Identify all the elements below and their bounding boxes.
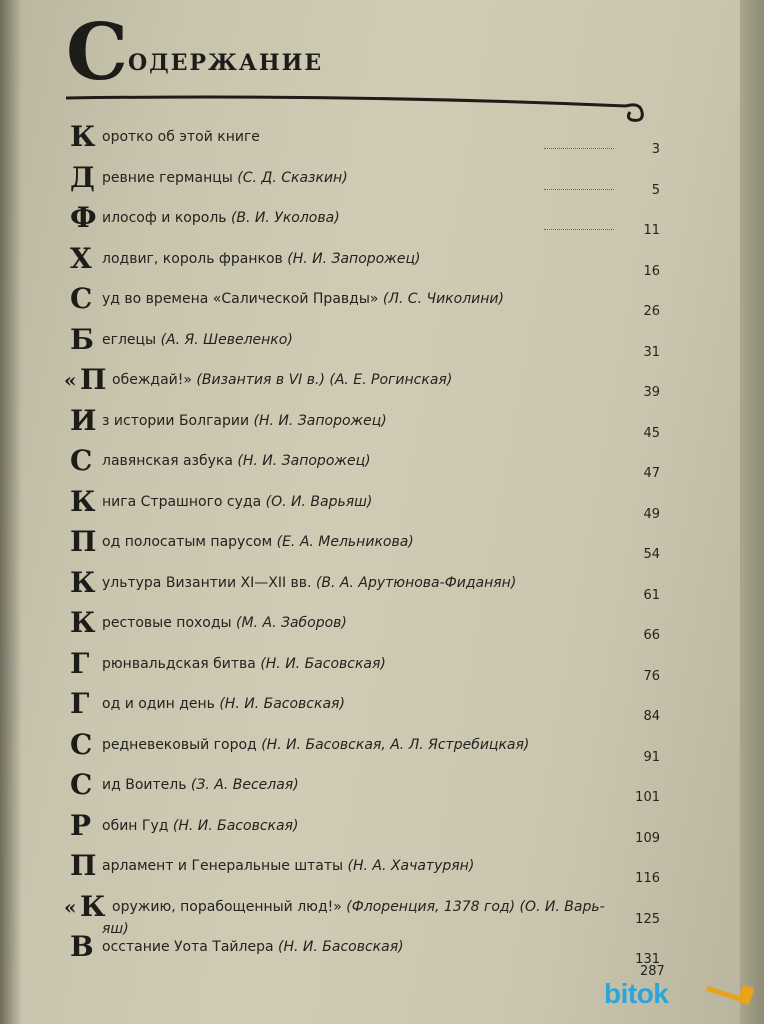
- entry-initial: И: [70, 403, 97, 437]
- entry-initial: К: [70, 120, 96, 153]
- entry-author: (С. Д. Сказкин): [237, 169, 348, 186]
- entry-initial: В: [70, 930, 94, 963]
- entry-initial: Х: [70, 241, 92, 275]
- entry-initial: С: [70, 444, 93, 477]
- watermark-logo: [604, 974, 754, 1014]
- entry-page-number: 39: [643, 385, 660, 400]
- entry-initial: Г: [70, 646, 90, 680]
- entry-title: [102, 573, 622, 593]
- table-of-contents: [64, 120, 664, 980]
- entry-author: (Н. И. Запорожец): [287, 250, 421, 267]
- entry-initial: Г: [70, 687, 90, 720]
- entry-author: (Флоренция, 1378 год) (О. И. Варь-: [346, 898, 605, 915]
- entry-title: [102, 532, 622, 552]
- toc-entry: [64, 930, 664, 970]
- entry-author: (Н. И. Запорожец): [253, 412, 387, 429]
- entry-title-text: редневековый город: [102, 736, 262, 753]
- entry-author: (А. Я. Шевеленко): [160, 331, 293, 348]
- entry-initial: Б: [70, 322, 94, 356]
- toc-entry: [64, 485, 664, 525]
- toc-entry: [64, 242, 664, 282]
- entry-opening-quote: «: [64, 368, 77, 392]
- entry-title-text: ревние германцы: [102, 169, 238, 186]
- entry-initial: К: [70, 606, 96, 639]
- entry-page-number: 125: [635, 911, 660, 927]
- page-edge: [740, 0, 764, 1024]
- toc-entry: [64, 728, 664, 768]
- entry-title-text: рестовые походы: [102, 615, 237, 631]
- entry-title-text: обеждай!»: [112, 372, 197, 388]
- leader-dots: [544, 188, 614, 190]
- entry-title: [102, 613, 622, 633]
- entry-title: [102, 937, 622, 957]
- entry-initial: К: [80, 889, 106, 923]
- entry-title: [102, 249, 622, 269]
- entry-page-number: 131: [635, 952, 660, 967]
- entry-page-number: 5: [651, 182, 660, 198]
- entry-author-continuation: яш): [102, 920, 129, 937]
- entry-page-number: 101: [635, 790, 660, 805]
- toc-entry: [64, 687, 664, 727]
- entry-title: [102, 775, 622, 795]
- entry-author: (Е. А. Мельникова): [276, 534, 414, 550]
- entry-page-number: 26: [643, 304, 660, 319]
- toc-entry: [64, 525, 664, 565]
- toc-entry: [64, 404, 664, 444]
- entry-initial: С: [70, 768, 93, 801]
- entry-title: [102, 492, 622, 512]
- toc-entry: [64, 809, 664, 849]
- entry-title: [112, 897, 632, 917]
- toc-entry: [64, 566, 664, 606]
- title-initial: С: [66, 7, 129, 98]
- footer-page-number: 287: [640, 964, 665, 979]
- toc-entry: [64, 647, 664, 687]
- entry-title-text: рюнвальдская битва: [102, 655, 261, 672]
- toc-entry: [64, 889, 664, 937]
- entry-page-number: 116: [635, 871, 660, 886]
- entry-title: [102, 816, 622, 836]
- entry-opening-quote: «: [64, 894, 77, 919]
- entry-author: (Византия в VI в.) (А. Е. Рогинская): [196, 372, 453, 388]
- entry-page-number: 61: [643, 587, 660, 603]
- entry-title: [102, 127, 622, 147]
- entry-title-text: нига Страшного суда: [102, 493, 266, 510]
- entry-title: [102, 330, 622, 350]
- entry-initial: Д: [70, 160, 95, 194]
- leader-dots: [544, 228, 614, 230]
- entry-title: [102, 856, 622, 876]
- entry-author: (Л. С. Чиколини): [382, 291, 504, 307]
- entry-title-text: арламент и Генеральные штаты: [102, 858, 348, 874]
- toc-entry: [64, 120, 664, 160]
- page-gutter-shadow: [0, 0, 22, 1024]
- entry-title: [102, 168, 622, 188]
- entry-title-text: ультура Византии XI—XII вв.: [102, 574, 316, 591]
- entry-author: (Н. А. Хачатурян): [347, 858, 475, 874]
- entry-author: (Н. И. Басовская): [172, 817, 299, 834]
- entry-author: (В. А. Арутюнова-Фиданян): [315, 574, 517, 591]
- entry-author: (Н. И. Запорожец): [237, 453, 371, 469]
- entry-title-text: лавянская азбука: [102, 453, 238, 469]
- toc-entry: [64, 363, 664, 403]
- entry-initial: Ф: [70, 201, 97, 234]
- entry-author: (Н. И. Басовская): [278, 939, 404, 955]
- entry-page-number: 109: [635, 830, 660, 846]
- entry-initial: П: [70, 525, 97, 558]
- entry-page-number: 91: [643, 749, 660, 765]
- entry-author: (О. И. Варьяш): [265, 493, 373, 510]
- toc-entry: [64, 849, 664, 889]
- entry-page-number: 11: [643, 223, 660, 238]
- entry-title-text: ид Воитель: [102, 777, 191, 793]
- entry-page-number: 66: [643, 628, 660, 643]
- leader-dots: [544, 147, 614, 149]
- toc-entry: [64, 768, 664, 808]
- entry-page-number: 45: [643, 425, 660, 441]
- entry-page-number: 49: [643, 506, 660, 522]
- entry-title: [102, 411, 622, 431]
- entry-page-number: 76: [643, 668, 660, 684]
- entry-page-number: 31: [643, 344, 660, 360]
- entry-title: [102, 208, 622, 228]
- entry-title-text: оружию, порабощенный люд!»: [112, 898, 347, 915]
- page-title: ОДЕРЖАНИЕ: [128, 50, 324, 76]
- entry-title-text: обин Гуд: [102, 817, 173, 834]
- entry-author: (Н. И. Басовская): [219, 696, 345, 712]
- entry-author: (М. А. Заборов): [236, 615, 347, 631]
- toc-entry: [64, 606, 664, 646]
- entry-title-text: од и один день: [102, 696, 220, 712]
- entry-initial: П: [80, 363, 107, 396]
- entry-page-number: 16: [643, 263, 660, 279]
- entry-title-text: з истории Болгарии: [102, 412, 254, 429]
- entry-author: (Н. И. Басовская): [260, 655, 386, 672]
- entry-page-number: 54: [643, 547, 660, 562]
- entry-page-number: 47: [643, 466, 660, 481]
- toc-entry: [64, 282, 664, 322]
- entry-page-number: 84: [643, 709, 660, 724]
- entry-initial: С: [70, 727, 93, 761]
- entry-title-text: од полосатым парусом: [102, 534, 277, 550]
- entry-initial: П: [70, 849, 97, 882]
- entry-initial: Р: [70, 808, 92, 842]
- entry-initial: С: [70, 282, 93, 315]
- entry-initial: К: [70, 565, 96, 599]
- logo-text: bitok: [604, 978, 669, 1009]
- entry-title-text: илософ и король: [102, 210, 231, 226]
- entry-title: [102, 289, 622, 309]
- entry-title: [102, 654, 622, 674]
- hammer-icon: [700, 980, 760, 1010]
- entry-title-text: лодвиг, король франков: [102, 250, 288, 267]
- entry-author: (В. И. Уколова): [230, 210, 340, 226]
- entry-initial: К: [70, 484, 96, 518]
- entry-title-text: оротко об этой книге: [102, 129, 260, 145]
- entry-title: [112, 370, 632, 390]
- toc-entry: [64, 323, 664, 363]
- toc-entry: [64, 161, 664, 201]
- entry-title: [102, 694, 622, 714]
- entry-title-text: осстание Уота Тайлера: [102, 939, 278, 955]
- entry-title-text: уд во времена «Салической Правды»: [102, 291, 383, 307]
- entry-author: (Н. И. Басовская, А. Л. Ястребицкая): [261, 736, 530, 753]
- entry-title-text: еглецы: [102, 331, 161, 348]
- toc-entry: [64, 201, 664, 241]
- toc-entry: [64, 444, 664, 484]
- entry-title: [102, 451, 622, 471]
- entry-title: [102, 735, 622, 755]
- entry-author: (З. А. Веселая): [190, 777, 299, 793]
- contents-header: [66, 7, 666, 114]
- entry-page-number: 3: [651, 142, 660, 157]
